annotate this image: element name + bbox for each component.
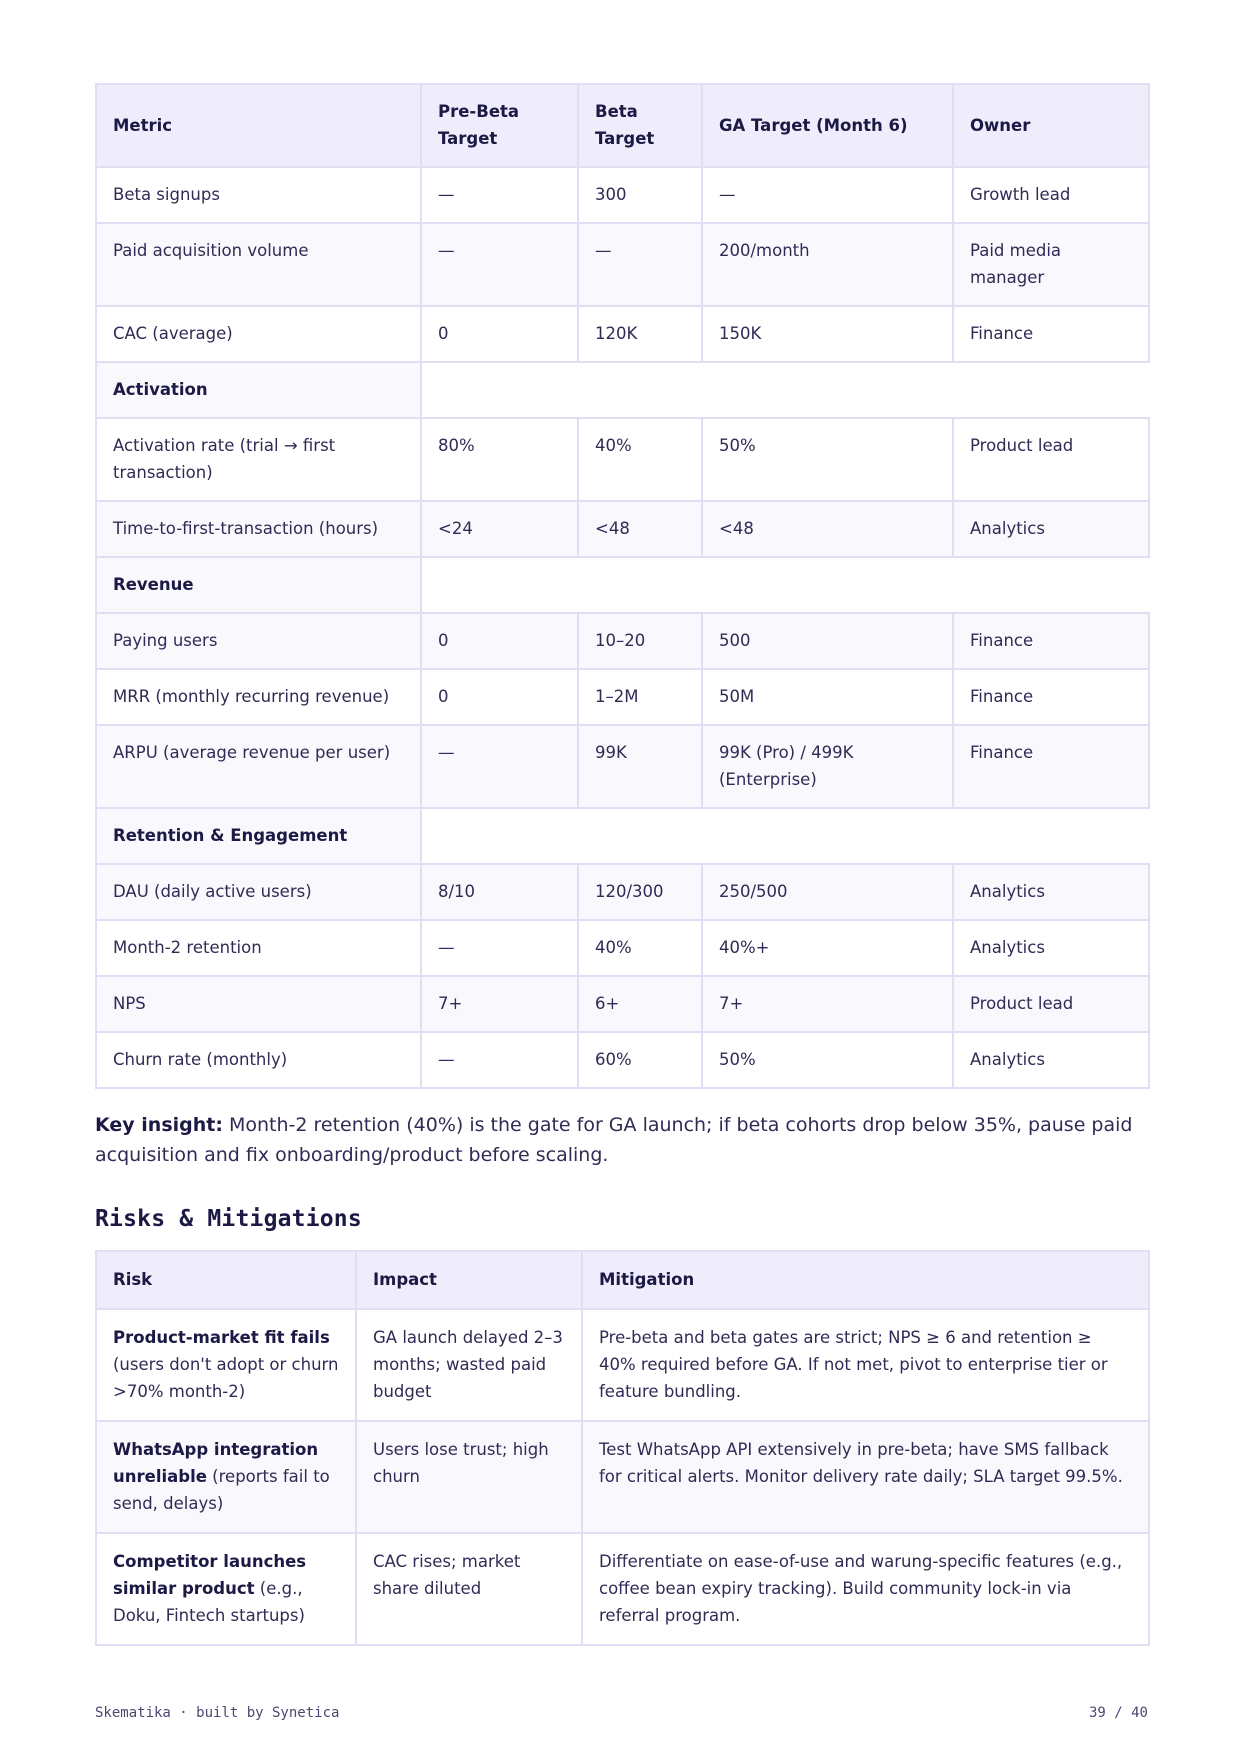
pre-beta-value: —: [421, 223, 578, 306]
table-row: [96, 306, 1149, 362]
ga-value: —: [702, 167, 953, 223]
owner-value: Analytics: [953, 920, 1149, 976]
table-row: [96, 864, 1149, 920]
beta-value: 120/300: [578, 864, 702, 920]
beta-value: 1–2M: [578, 669, 702, 725]
header-metric: Metric: [96, 84, 421, 167]
beta-value: 10–20: [578, 613, 702, 669]
ga-value: 500: [702, 613, 953, 669]
pre-beta-value: 80%: [421, 418, 578, 501]
section-row-activation: [96, 362, 1149, 418]
owner-value: Finance: [953, 725, 1149, 808]
footer-brand: Skematika · built by Synetica: [95, 1705, 340, 1721]
header-owner: Owner: [953, 84, 1149, 167]
key-insight-text: Month-2 retention (40%) is the gate for GA launch; if beta cohorts drop below 35%, pause paid acquisition and fix onboarding/product before scaling.: [95, 1114, 1133, 1166]
pre-beta-value: 0: [421, 669, 578, 725]
table-row: [96, 1421, 1149, 1533]
pre-beta-value: <24: [421, 501, 578, 557]
beta-value: 300: [578, 167, 702, 223]
metric-name: Beta signups: [96, 167, 421, 223]
table-row: [96, 725, 1149, 808]
section-row-retention: [96, 808, 1149, 864]
metric-name: Paying users: [96, 613, 421, 669]
section-row-revenue: [96, 557, 1149, 613]
metric-name: MRR (monthly recurring revenue): [96, 669, 421, 725]
risks-heading: Risks & Mitigations: [95, 1206, 362, 1232]
table-row: [96, 976, 1149, 1032]
table-row: [96, 501, 1149, 557]
mitigation-cell: Differentiate on ease-of-use and warung-specific features (e.g., coffee bean expiry tracking). Build community lock-in via referral program.: [582, 1533, 1149, 1645]
metric-name: Activation rate (trial → first transaction): [96, 418, 421, 501]
risk-title: Competitor launches similar product: [113, 1552, 307, 1598]
header-impact: Impact: [356, 1251, 582, 1309]
metric-name: Churn rate (monthly): [96, 1032, 421, 1088]
metric-name: Month-2 retention: [96, 920, 421, 976]
header-risk: Risk: [96, 1251, 356, 1309]
page-footer: [95, 1705, 1148, 1721]
key-insight-paragraph: [95, 1110, 1148, 1170]
owner-value: Analytics: [953, 1032, 1149, 1088]
ga-value: 99K (Pro) / 499K (Enterprise): [702, 725, 953, 808]
metrics-header-row: [96, 84, 1149, 167]
ga-value: 50M: [702, 669, 953, 725]
header-beta: Beta Target: [578, 84, 702, 167]
owner-value: Finance: [953, 613, 1149, 669]
risk-cell: [96, 1421, 356, 1533]
header-pre-beta: Pre-Beta Target: [421, 84, 578, 167]
metric-name: CAC (average): [96, 306, 421, 362]
section-filler: [421, 557, 1149, 613]
table-row: [96, 1533, 1149, 1645]
beta-value: <48: [578, 501, 702, 557]
table-row: [96, 167, 1149, 223]
section-filler: [421, 808, 1149, 864]
ga-value: 50%: [702, 1032, 953, 1088]
owner-value: Product lead: [953, 976, 1149, 1032]
beta-value: 40%: [578, 920, 702, 976]
table-row: [96, 669, 1149, 725]
owner-value: Analytics: [953, 501, 1149, 557]
ga-value: 50%: [702, 418, 953, 501]
risk-cell: [96, 1533, 356, 1645]
section-label: Retention & Engagement: [96, 808, 421, 864]
metric-name: DAU (daily active users): [96, 864, 421, 920]
risks-header-row: [96, 1251, 1149, 1309]
pre-beta-value: —: [421, 725, 578, 808]
risk-cell: [96, 1309, 356, 1421]
pre-beta-value: —: [421, 1032, 578, 1088]
mitigation-cell: Test WhatsApp API extensively in pre-beta; have SMS fallback for critical alerts. Monitor delivery rate daily; SLA target 99.5%.: [582, 1421, 1149, 1533]
mitigation-cell: Pre-beta and beta gates are strict; NPS ≥ 6 and retention ≥ 40% required before GA. If not met, pivot to enterprise tier or feature bundling.: [582, 1309, 1149, 1421]
pre-beta-value: 8/10: [421, 864, 578, 920]
risk-title: WhatsApp integration unreliable: [113, 1440, 319, 1486]
ga-value: 150K: [702, 306, 953, 362]
header-mitigation: Mitigation: [582, 1251, 1149, 1309]
table-row: [96, 1309, 1149, 1421]
pre-beta-value: —: [421, 920, 578, 976]
table-row: [96, 613, 1149, 669]
owner-value: Analytics: [953, 864, 1149, 920]
impact-cell: Users lose trust; high churn: [356, 1421, 582, 1533]
beta-value: 6+: [578, 976, 702, 1032]
metric-name: ARPU (average revenue per user): [96, 725, 421, 808]
ga-value: 40%+: [702, 920, 953, 976]
owner-value: Finance: [953, 669, 1149, 725]
beta-value: 40%: [578, 418, 702, 501]
risk-detail: (users don't adopt or churn >70% month-2): [113, 1355, 339, 1401]
pre-beta-value: 7+: [421, 976, 578, 1032]
pre-beta-value: 0: [421, 306, 578, 362]
beta-value: 120K: [578, 306, 702, 362]
metrics-table: [95, 83, 1150, 1089]
pre-beta-value: —: [421, 167, 578, 223]
table-row: [96, 920, 1149, 976]
owner-value: Finance: [953, 306, 1149, 362]
beta-value: 60%: [578, 1032, 702, 1088]
risk-detail: (reports fail to send, delays): [113, 1467, 330, 1513]
pre-beta-value: 0: [421, 613, 578, 669]
beta-value: 99K: [578, 725, 702, 808]
table-row: [96, 1032, 1149, 1088]
section-label: Activation: [96, 362, 421, 418]
section-label: Revenue: [96, 557, 421, 613]
ga-value: <48: [702, 501, 953, 557]
key-insight-label: Key insight:: [95, 1114, 223, 1136]
owner-value: Product lead: [953, 418, 1149, 501]
risk-detail: (e.g., Doku, Fintech startups): [113, 1579, 305, 1625]
ga-value: 250/500: [702, 864, 953, 920]
section-filler: [421, 362, 1149, 418]
ga-value: 7+: [702, 976, 953, 1032]
impact-cell: CAC rises; market share diluted: [356, 1533, 582, 1645]
metric-name: Paid acquisition volume: [96, 223, 421, 306]
risks-table: [95, 1250, 1150, 1646]
page-number: 39 / 40: [1088, 1705, 1148, 1721]
risk-title: Product-market fit fails: [113, 1328, 330, 1347]
table-row: [96, 223, 1149, 306]
ga-value: 200/month: [702, 223, 953, 306]
owner-value: Growth lead: [953, 167, 1149, 223]
document-page: [95, 83, 1148, 1646]
metric-name: Time-to-first-transaction (hours): [96, 501, 421, 557]
impact-cell: GA launch delayed 2–3 months; wasted paid budget: [356, 1309, 582, 1421]
metric-name: NPS: [96, 976, 421, 1032]
beta-value: —: [578, 223, 702, 306]
owner-value: Paid media manager: [953, 223, 1149, 306]
table-row: [96, 418, 1149, 501]
header-ga: GA Target (Month 6): [702, 84, 953, 167]
